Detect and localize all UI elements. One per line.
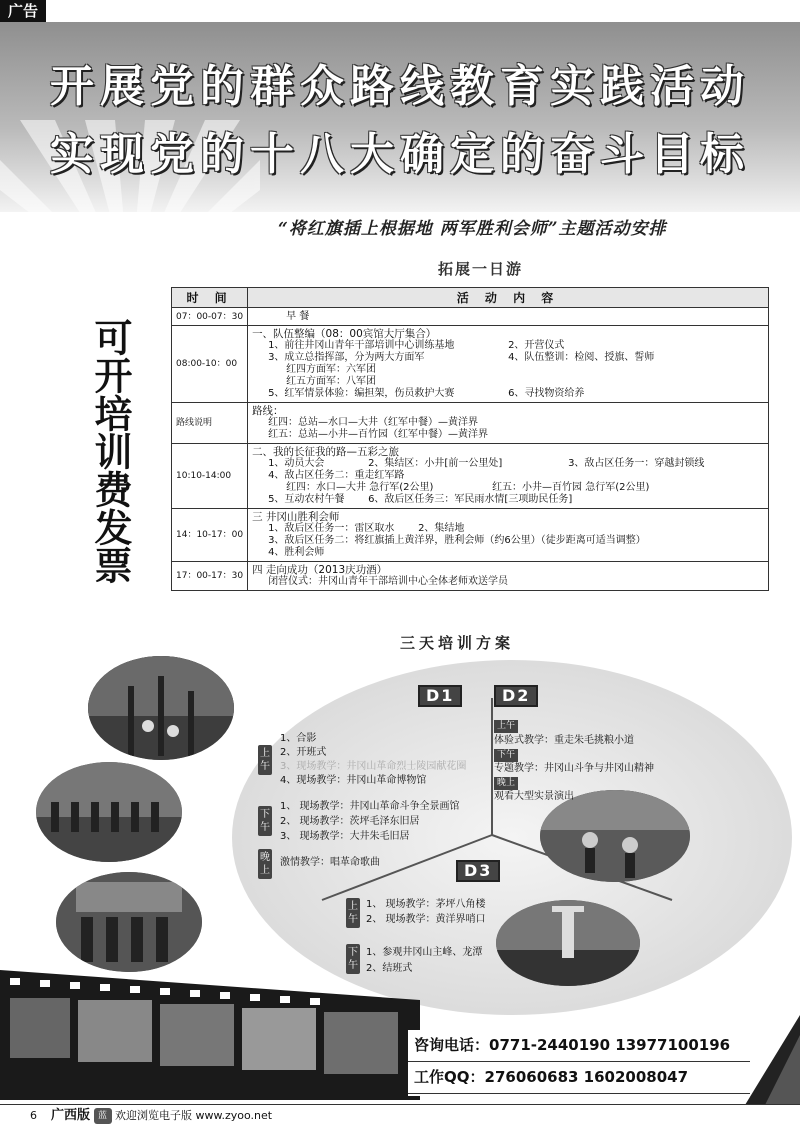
row-item: 1、前往井冈山青年干部培训中心训练基地 xyxy=(268,340,455,351)
d1-morning-tag: 上午 xyxy=(258,745,272,775)
row-line: 红四方面军：六军团 xyxy=(286,364,377,375)
ad-tag: 广告 xyxy=(0,0,46,22)
row-line xyxy=(252,340,764,352)
d2-morning-item: 体验式教学：重走朱毛挑粮小道 xyxy=(494,735,634,746)
d2-afternoon-item: 专题教学：井冈山斗争与井冈山精神 xyxy=(494,763,654,774)
contact-box xyxy=(408,1030,750,1096)
d1-morning-item: 2、开班式 xyxy=(280,747,327,758)
headline-line-1: 开展党的群众路线教育实践活动 xyxy=(50,61,750,112)
d2-afternoon xyxy=(494,748,518,762)
row-time: 10:10-14:00 xyxy=(172,444,248,509)
day3-badge: D3 xyxy=(456,860,500,882)
row-content xyxy=(248,509,769,562)
row-time: 07：00-07：30 xyxy=(172,308,248,326)
d2-evening xyxy=(494,776,518,790)
film-strip-decoration xyxy=(0,960,420,1100)
schedule-header-row xyxy=(172,288,769,308)
d3-morning-item: 2、 现场教学：黄洋界哨口 xyxy=(366,914,486,925)
qq-label: 工作QQ： xyxy=(414,1068,485,1086)
d2-morning-tag: 上午 xyxy=(494,720,518,733)
d2-morning xyxy=(494,719,518,733)
contact-phone xyxy=(408,1030,750,1062)
group-museum-photo xyxy=(56,872,202,972)
plan-title: 三天培训方案 xyxy=(400,634,515,652)
row-line: 早 餐 xyxy=(286,310,310,322)
forest-hike-photo xyxy=(88,656,234,760)
row-time: 17：00-17：30 xyxy=(172,562,248,591)
row-line xyxy=(252,458,764,470)
table-row xyxy=(172,308,769,326)
d1-evening-tag: 晚上 xyxy=(258,849,272,879)
d1-afternoon-item: 3、 现场教学：大井朱毛旧居 xyxy=(280,831,410,842)
row-line: 二、我的长征我的路—五彩之旅 xyxy=(252,446,400,458)
page-number: 6 xyxy=(30,1109,37,1122)
d2-evening-item: 观看大型实景演出 xyxy=(494,791,574,802)
d3-morning-tag: 上午 xyxy=(346,898,360,928)
row-time: 14：10-17：00 xyxy=(172,509,248,562)
d1-evening-item: 激情教学：唱革命歌曲 xyxy=(280,857,380,868)
edition-label: 广西版 xyxy=(51,1108,91,1123)
d3-afternoon-item: 2、结班式 xyxy=(366,963,413,974)
row-line: 闭营仪式：井冈山青年干部培训中心全体老师欢送学员 xyxy=(268,576,509,587)
d2-afternoon-tag: 下午 xyxy=(494,749,518,762)
row-item: 4、队伍整训：检阅、授旗、誓师 xyxy=(508,352,655,363)
theme-title: “将红旗插上根据地 两军胜利会师”主题活动安排 xyxy=(278,219,667,239)
phone-label: 咨询电话： xyxy=(414,1036,490,1054)
invoice-notice: 可开培训费发票 xyxy=(88,318,133,584)
row-item: 1、敌后区任务一：雷区取水 xyxy=(268,523,395,534)
d3-afternoon-tag: 下午 xyxy=(346,944,360,974)
phone-value: 0771-2440190 13977100196 xyxy=(489,1036,731,1054)
row-content xyxy=(248,562,769,591)
row-item: 红四：水口—大井 急行军(2公里) xyxy=(286,482,434,493)
row-line: 路线： xyxy=(252,405,284,417)
page-footer xyxy=(0,1104,800,1128)
row-item: 6、敌后区任务三：军民雨水情[三项助民任务] xyxy=(368,494,573,505)
table-row xyxy=(172,509,769,562)
sub-title: 拓展一日游 xyxy=(438,260,524,278)
row-line xyxy=(252,523,764,535)
table-row xyxy=(172,444,769,509)
row-content xyxy=(248,326,769,403)
row-line xyxy=(252,494,764,506)
row-item: 2、开营仪式 xyxy=(508,340,565,351)
row-item: 6、寻找物资给养 xyxy=(508,388,585,399)
row-line: 一、队伍整编（08：00宾馆大厅集合） xyxy=(252,328,437,340)
table-row xyxy=(172,326,769,403)
row-content xyxy=(248,308,769,326)
d1-afternoon-item: 2、 现场教学：茨坪毛泽东旧居 xyxy=(280,816,420,827)
d3-morning-item: 1、 现场教学：茅坪八角楼 xyxy=(366,899,486,910)
table-row xyxy=(172,562,769,591)
row-item: 2、集结地 xyxy=(418,523,465,534)
corner-decoration-icon xyxy=(745,1015,800,1105)
row-item: 1、动员大会 xyxy=(268,458,325,469)
d1-morning-item: 1、合影 xyxy=(280,733,317,744)
footer-website[interactable]: 欢迎浏览电子版 www.zyoo.net xyxy=(115,1109,273,1122)
row-line: 3、敌后区任务二：将红旗插上黄洋界，胜利会师（约6公里）（徒步距离可适当调整） xyxy=(268,535,646,546)
row-line: 红四：总站—水口—大井（红军中餐）—黄洋界 xyxy=(268,417,479,428)
monument-photo xyxy=(496,900,640,986)
row-item: 红五：小井—百竹园 急行军(2公里) xyxy=(492,482,650,493)
column-header-content: 活 动 内 容 xyxy=(248,288,769,308)
day2-badge: D2 xyxy=(494,685,538,707)
schedule-table xyxy=(171,287,769,591)
row-line: 4、胜利会师 xyxy=(268,547,325,558)
day1-badge: D1 xyxy=(418,685,462,707)
d1-morning-item: 4、现场教学：井冈山革命博物馆 xyxy=(280,775,427,786)
row-line: 4、敌占区任务二：重走红军路 xyxy=(268,470,405,481)
headline-line-2: 实现党的十八大确定的奋斗目标 xyxy=(50,129,750,180)
d2-evening-tag: 晚上 xyxy=(494,777,518,790)
row-line xyxy=(252,482,764,494)
row-line: 红五方面军：八军团 xyxy=(286,376,377,387)
contact-qq xyxy=(408,1062,750,1094)
row-line: 三 井冈山胜利会师 xyxy=(252,511,340,523)
row-time: 08:00-10：00 xyxy=(172,326,248,403)
row-content xyxy=(248,403,769,444)
row-item: 3、敌占区任务一：穿越封锁线 xyxy=(568,458,705,469)
row-item: 2、集结区：小井[前一公里处] xyxy=(368,458,503,469)
row-line: 四 走向成功（2013庆功酒） xyxy=(252,564,388,576)
row-line: 红五：总站—小井—百竹园（红军中餐）—黄洋界 xyxy=(268,429,489,440)
d3-afternoon-item: 1、参观井冈山主峰、龙潭 xyxy=(366,947,483,958)
publication-logo-icon: 蓝 xyxy=(94,1108,112,1124)
column-header-time: 时 间 xyxy=(172,288,248,308)
row-time: 路线说明 xyxy=(172,403,248,444)
row-content xyxy=(248,444,769,509)
team-salute-photo xyxy=(36,762,182,862)
d1-afternoon-item: 1、 现场教学：井冈山革命斗争全景画馆 xyxy=(280,801,460,812)
row-line xyxy=(252,352,764,364)
row-item: 3、成立总指挥部，分为两大方面军 xyxy=(268,352,425,363)
d1-morning-item: 3、现场教学：井冈山革命烈士陵园献花圈 xyxy=(280,761,467,772)
table-row xyxy=(172,403,769,444)
row-item: 5、红军情景体验：编担架，伤员救护大赛 xyxy=(268,388,455,399)
row-line xyxy=(252,388,764,400)
row-item: 5、互动农村午餐 xyxy=(268,494,345,505)
qq-value: 276060683 1602008047 xyxy=(484,1068,689,1086)
d1-afternoon-tag: 下午 xyxy=(258,806,272,836)
